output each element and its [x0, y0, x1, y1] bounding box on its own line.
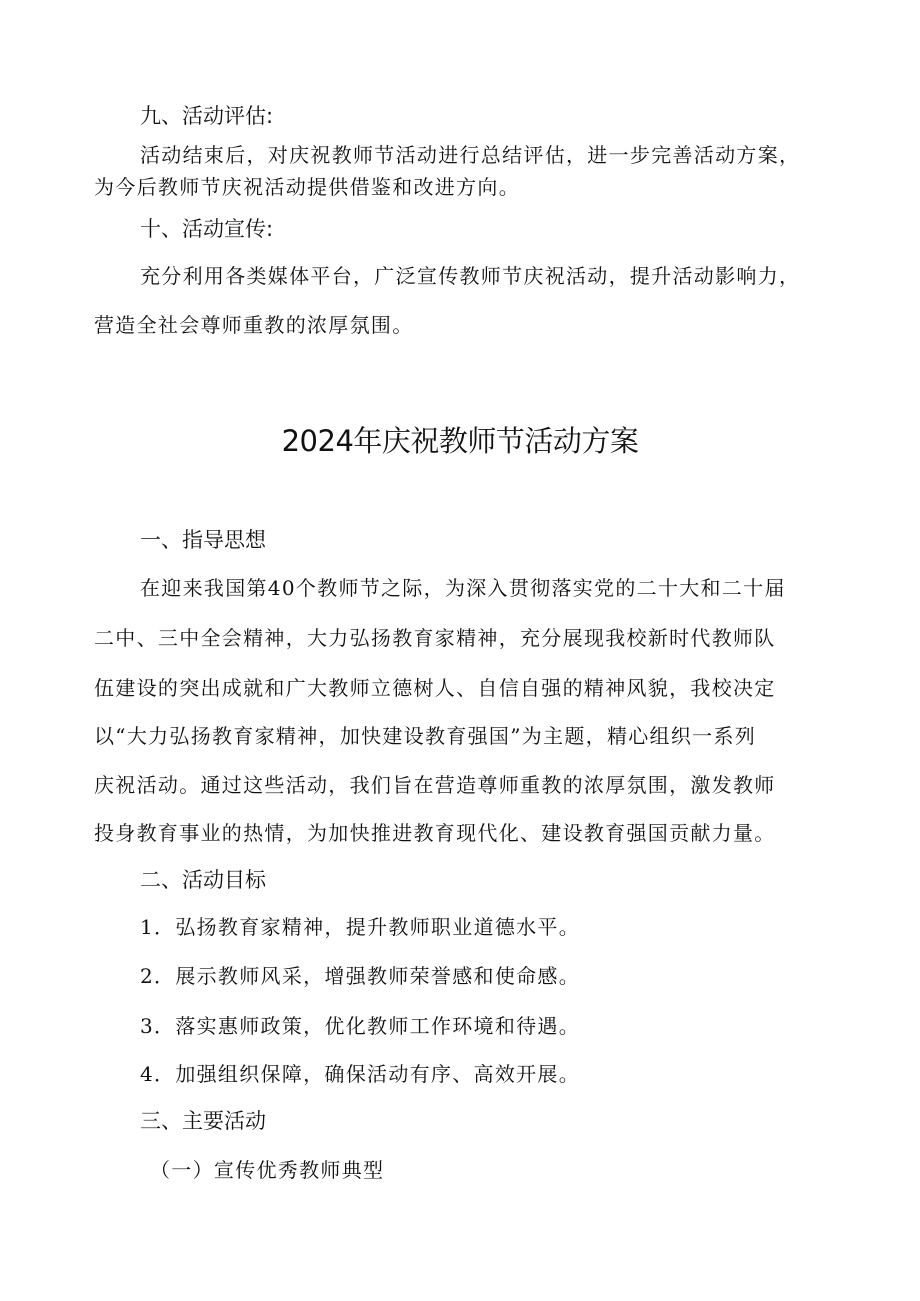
section-1-line-3: 伍建设的突出成就和广大教师立德树人、自信自强的精神风貌，我校决定	[94, 676, 776, 700]
section-2-item-4: 4．加强组织保障，确保活动有序、高效开展。	[140, 1062, 581, 1086]
section-9-line-2: 为今后教师节庆祝活动提供借鉴和改进方向。	[94, 175, 520, 199]
section-2-item-1: 1．弘扬教育家精神，提升教师职业道德水平。	[140, 915, 581, 939]
section-3-subheading-1: （一）宣传优秀教师典型	[150, 1158, 385, 1182]
section-1-line-1: 在迎来我国第40个教师节之际，为深入贯彻落实党的二十大和二十届	[140, 576, 786, 600]
section-2-item-2: 2．展示教师风采，增强教师荣誉感和使命感。	[140, 964, 581, 988]
section-3-heading: 三、主要活动	[140, 1109, 266, 1133]
section-10-line-1: 充分利用各类媒体平台，广泛宣传教师节庆祝活动，提升活动影响力，	[140, 264, 801, 288]
section-1-heading: 一、指导思想	[140, 528, 266, 552]
section-10-heading: 十、活动宣传:	[140, 217, 274, 241]
document-title: 2024年庆祝教师节活动方案	[281, 424, 639, 458]
section-1-line-2: 二中、三中全会精神，大力弘扬教育家精神，充分展现我校新时代教师队	[94, 626, 776, 650]
section-2-item-3: 3．落实惠师政策，优化教师工作环境和待遇。	[140, 1014, 581, 1038]
section-1-line-6: 投身教育事业的热情，为加快推进教育现代化、建设教育强国贡献力量。	[94, 821, 776, 845]
section-9-line-1: 活动结束后，对庆祝教师节活动进行总结评估，进一步完善活动方案，	[140, 143, 801, 167]
section-9-heading: 九、活动评估:	[140, 104, 274, 128]
section-1-line-4: 以“大力弘扬教育家精神，加快建设教育强国”为主题，精心组织一系列	[94, 724, 757, 748]
section-1-line-5: 庆祝活动。通过这些活动，我们旨在营造尊师重教的浓厚氛围，激发教师	[94, 773, 776, 797]
section-2-heading: 二、活动目标	[140, 868, 266, 892]
section-10-line-2: 营造全社会尊师重教的浓厚氛围。	[94, 313, 414, 337]
